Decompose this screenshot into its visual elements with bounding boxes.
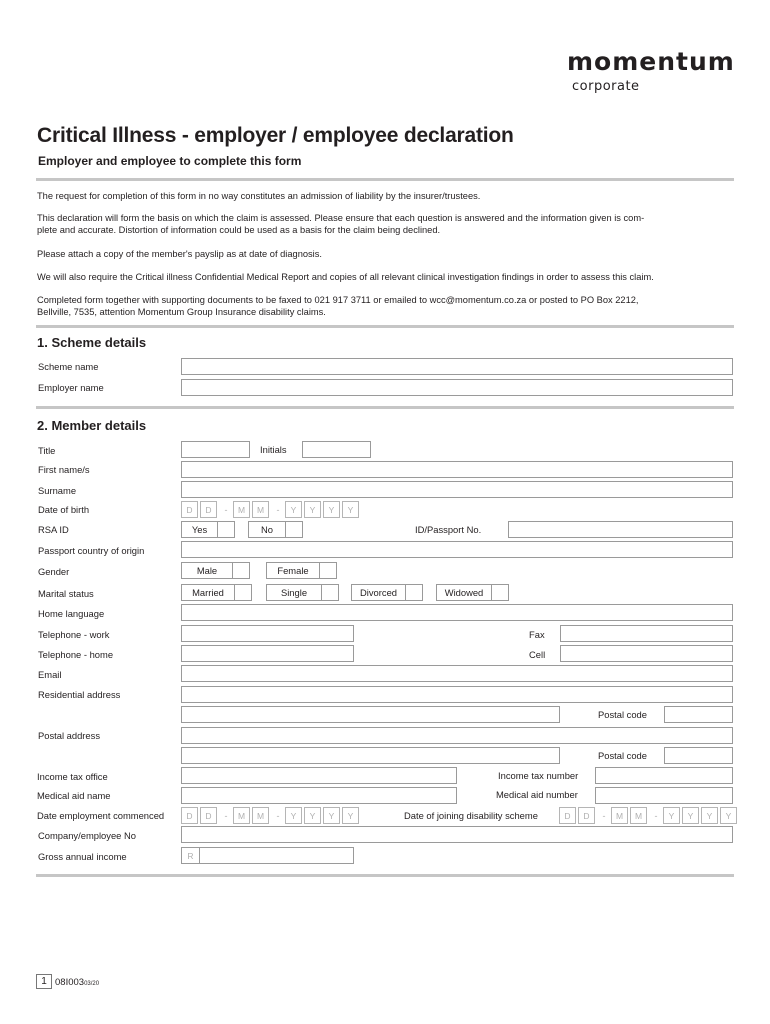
company-employee-no-input[interactable] xyxy=(181,826,733,843)
brand-subtitle: corporate xyxy=(572,79,640,94)
marital-divorced-option[interactable] xyxy=(351,584,423,601)
form-code-date: 03/20 xyxy=(84,981,100,987)
postal-address-input-2[interactable] xyxy=(181,747,560,764)
rsa-id-no-option[interactable] xyxy=(248,521,303,538)
passport-country-input[interactable] xyxy=(181,541,733,558)
month-cell[interactable]: M xyxy=(611,807,628,824)
tel-home-label: Telephone - home xyxy=(38,649,114,660)
date-joining-label: Date of joining disability scheme xyxy=(404,810,538,821)
form-code-main: 08I003 xyxy=(55,977,85,988)
currency-prefix: R xyxy=(182,848,200,863)
divorced-checkbox[interactable] xyxy=(405,584,423,601)
page-subtitle: Employer and employee to complete this form xyxy=(38,154,302,168)
residential-postal-code-label: Postal code xyxy=(598,709,647,720)
month-cell[interactable]: M xyxy=(233,501,250,518)
form-code xyxy=(55,977,99,988)
initials-label: Initials xyxy=(260,444,287,455)
employer-name-label: Employer name xyxy=(38,382,104,393)
date-employment-label: Date employment commenced xyxy=(37,810,165,821)
month-cell[interactable]: M xyxy=(630,807,647,824)
passport-country-label: Passport country of origin xyxy=(38,545,145,556)
page-title: Critical Illness - employer / employee declaration xyxy=(37,124,514,147)
year-cell[interactable]: Y xyxy=(682,807,699,824)
gross-income-input[interactable] xyxy=(181,847,354,864)
intro-line-3: plete and accurate. Distortion of information could be used as a basis for the claim being declined. xyxy=(37,225,441,235)
year-cell[interactable]: Y xyxy=(342,807,359,824)
female-label: Female xyxy=(266,562,319,579)
gender-male-option[interactable] xyxy=(181,562,250,579)
residential-address-label: Residential address xyxy=(38,689,121,700)
title-label: Title xyxy=(38,445,56,456)
tel-work-label: Telephone - work xyxy=(38,629,110,640)
divider xyxy=(36,325,734,328)
residential-postal-code-input[interactable] xyxy=(664,706,733,723)
title-input[interactable] xyxy=(181,441,250,458)
tel-home-input[interactable] xyxy=(181,645,354,662)
year-cell[interactable]: Y xyxy=(720,807,737,824)
month-cell[interactable]: M xyxy=(252,501,269,518)
id-passport-label: ID/Passport No. xyxy=(415,524,482,535)
yes-label: Yes xyxy=(181,521,217,538)
rsa-id-yes-option[interactable] xyxy=(181,521,235,538)
marital-married-option[interactable] xyxy=(181,584,252,601)
no-label: No xyxy=(248,521,285,538)
date-separator: - xyxy=(276,504,280,515)
year-cell[interactable]: Y xyxy=(323,807,340,824)
single-label: Single xyxy=(266,584,321,601)
year-cell[interactable]: Y xyxy=(285,807,302,824)
email-input[interactable] xyxy=(181,665,733,682)
marital-status-label: Marital status xyxy=(38,588,94,599)
female-checkbox[interactable] xyxy=(319,562,337,579)
section-2-title: 2. Member details xyxy=(37,418,147,433)
gender-label: Gender xyxy=(38,566,70,577)
postal-address-label: Postal address xyxy=(38,730,101,741)
first-names-label: First name/s xyxy=(38,464,90,475)
marital-single-option[interactable] xyxy=(266,584,339,601)
divider xyxy=(36,874,734,877)
no-checkbox[interactable] xyxy=(285,521,303,538)
date-separator: - xyxy=(602,810,606,821)
residential-address-input-1[interactable] xyxy=(181,686,733,703)
widowed-checkbox[interactable] xyxy=(491,584,509,601)
date-separator: - xyxy=(224,504,228,515)
section-1-title: 1. Scheme details xyxy=(37,335,147,350)
brand-logo: momentum xyxy=(567,47,735,76)
date-separator: - xyxy=(654,810,658,821)
year-cell[interactable]: Y xyxy=(304,807,321,824)
marital-widowed-option[interactable] xyxy=(436,584,509,601)
date-joining-input[interactable] xyxy=(559,807,739,824)
yes-checkbox[interactable] xyxy=(217,521,235,538)
income-tax-number-input[interactable] xyxy=(595,767,733,784)
day-cell[interactable]: D xyxy=(181,501,198,518)
divider xyxy=(36,406,734,409)
initials-input[interactable] xyxy=(302,441,371,458)
intro-line-6: Completed form together with supporting documents to be faxed to 021 917 3711 or emailed to wcc@momentum.co.za or posted to PO Box 2212, xyxy=(37,295,639,305)
residential-address-input-2[interactable] xyxy=(181,706,560,723)
male-checkbox[interactable] xyxy=(232,562,250,579)
male-label: Male xyxy=(181,562,232,579)
medical-aid-number-input[interactable] xyxy=(595,787,733,804)
year-cell[interactable]: Y xyxy=(342,501,359,518)
year-cell[interactable]: Y xyxy=(285,501,302,518)
company-employee-no-label: Company/employee No xyxy=(38,830,136,841)
intro-line-5: We will also require the Critical illness Confidential Medical Report and copies of all relevant clinical investigation findings in order to assess this claim. xyxy=(37,272,654,282)
income-tax-office-input[interactable] xyxy=(181,767,457,784)
day-cell[interactable]: D xyxy=(578,807,595,824)
gender-female-option[interactable] xyxy=(266,562,337,579)
postal-address-input-1[interactable] xyxy=(181,727,733,744)
divider xyxy=(36,178,734,181)
date-employment-input[interactable] xyxy=(181,807,361,824)
medical-aid-name-label: Medical aid name xyxy=(37,790,111,801)
surname-label: Surname xyxy=(38,485,77,496)
first-names-input[interactable] xyxy=(181,461,733,478)
medical-aid-number-label: Medical aid number xyxy=(496,789,578,800)
rsa-id-label: RSA ID xyxy=(38,524,69,535)
date-separator: - xyxy=(276,810,280,821)
intro-line-1: The request for completion of this form in no way constitutes an admission of liability by the insurer/trustees. xyxy=(37,191,481,201)
page-number: 1 xyxy=(36,974,52,989)
email-label: Email xyxy=(38,669,62,680)
month-cell[interactable]: M xyxy=(233,807,250,824)
day-cell[interactable]: D xyxy=(200,807,217,824)
home-language-label: Home language xyxy=(38,608,105,619)
income-tax-office-label: Income tax office xyxy=(37,771,108,782)
postal-postal-code-input[interactable] xyxy=(664,747,733,764)
day-cell[interactable]: D xyxy=(200,501,217,518)
date-separator: - xyxy=(224,810,228,821)
fax-input[interactable] xyxy=(560,625,733,642)
id-passport-input[interactable] xyxy=(508,521,733,538)
home-language-input[interactable] xyxy=(181,604,733,621)
intro-line-7: Bellville, 7535, attention Momentum Group Insurance disability claims. xyxy=(37,307,326,317)
income-tax-number-label: Income tax number xyxy=(498,770,579,781)
married-checkbox[interactable] xyxy=(234,584,252,601)
gross-income-label: Gross annual income xyxy=(38,851,127,862)
postal-postal-code-label: Postal code xyxy=(598,750,647,761)
dob-input[interactable] xyxy=(181,501,361,518)
divorced-label: Divorced xyxy=(351,584,405,601)
scheme-name-input[interactable] xyxy=(181,358,733,375)
tel-work-input[interactable] xyxy=(181,625,354,642)
year-cell[interactable]: Y xyxy=(663,807,680,824)
cell-input[interactable] xyxy=(560,645,733,662)
month-cell[interactable]: M xyxy=(252,807,269,824)
scheme-name-label: Scheme name xyxy=(38,361,99,372)
dob-label: Date of birth xyxy=(38,504,90,515)
employer-name-input[interactable] xyxy=(181,379,733,396)
intro-line-4: Please attach a copy of the member's payslip as at date of diagnosis. xyxy=(37,249,322,259)
intro-line-2: This declaration will form the basis on which the claim is assessed. Please ensure that each question is answered and the information given is com- xyxy=(37,213,645,223)
surname-input[interactable] xyxy=(181,481,733,498)
fax-label: Fax xyxy=(529,629,545,640)
day-cell[interactable]: D xyxy=(559,807,576,824)
medical-aid-name-input[interactable] xyxy=(181,787,457,804)
year-cell[interactable]: Y xyxy=(323,501,340,518)
widowed-label: Widowed xyxy=(436,584,491,601)
cell-label: Cell xyxy=(529,649,546,660)
married-label: Married xyxy=(181,584,234,601)
single-checkbox[interactable] xyxy=(321,584,339,601)
year-cell[interactable]: Y xyxy=(701,807,718,824)
year-cell[interactable]: Y xyxy=(304,501,321,518)
day-cell[interactable]: D xyxy=(181,807,198,824)
